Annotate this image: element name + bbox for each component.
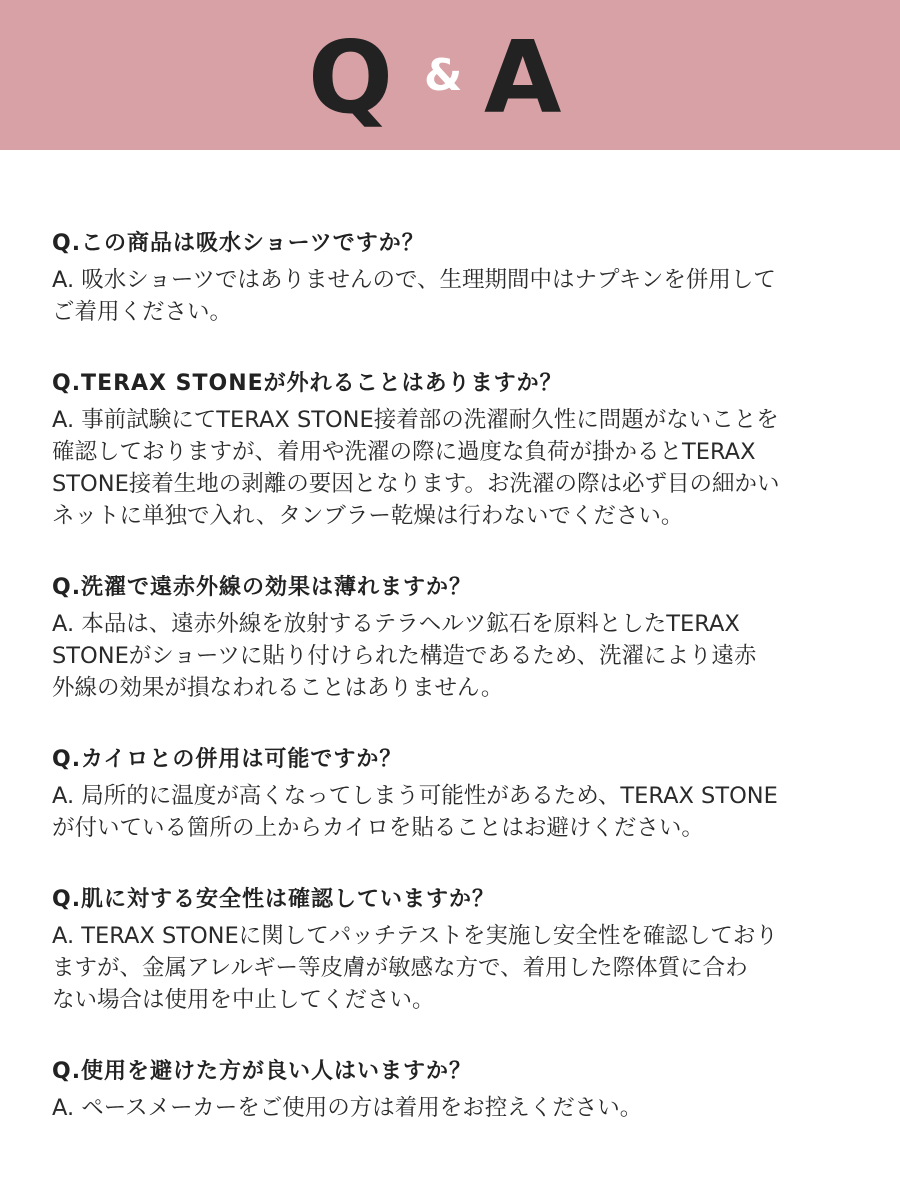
answer — [52, 780, 862, 844]
answer-line: 確認しておりますが、着用や洗濯の際に過度な負荷が掛かるとTERAX — [52, 439, 756, 465]
answer — [52, 404, 862, 532]
header-a-letter: A — [484, 19, 562, 136]
answer-line: A. 局所的に温度が高くなってしまう可能性があるため、TERAX STONE — [52, 783, 778, 809]
answer-line: ますが、金属アレルギー等皮膚が敏感な方で、着用した際体質に合わ — [52, 955, 748, 981]
answer — [52, 920, 862, 1016]
header-banner — [0, 0, 900, 150]
answer-line: A. 吸水ショーツではありませんので、生理期間中はナプキンを併用して — [52, 267, 776, 293]
header-q-letter: Q — [308, 19, 394, 136]
answer — [52, 608, 862, 704]
answer-line: A. 事前試験にてTERAX STONE接着部の洗濯耐久性に問題がないことを — [52, 407, 779, 433]
qa-item — [52, 1054, 862, 1124]
question: Q.使用を避けた方が良い人はいますか？ — [52, 1059, 473, 1084]
answer-line: ない場合は使用を中止してください。 — [52, 987, 435, 1013]
header-ampersand: & — [424, 50, 463, 101]
answer — [52, 264, 862, 328]
qa-item — [52, 226, 862, 328]
answer-line: STONEがショーツに貼り付けられた構造であるため、洗濯により遠赤 — [52, 643, 757, 669]
question: Q.肌に対する安全性は確認していますか？ — [52, 887, 496, 912]
question: Q.洗濯で遠赤外線の効果は薄れますか？ — [52, 575, 473, 600]
answer — [52, 1092, 862, 1124]
answer-line: 外線の効果が損なわれることはありません。 — [52, 675, 504, 701]
answer-line: ご着用ください。 — [52, 299, 233, 325]
answer-line: A. TERAX STONEに関してパッチテストを実施し安全性を確認しており — [52, 923, 778, 949]
qa-item — [52, 570, 862, 704]
answer-line: A. ペースメーカーをご使用の方は着用をお控えください。 — [52, 1095, 643, 1121]
answer-line: が付いている箇所の上からカイロを貼ることはお避けください。 — [52, 815, 704, 841]
qa-item — [52, 742, 862, 844]
answer-line: A. 本品は、遠赤外線を放射するテラヘルツ鉱石を原料としたTERAX — [52, 611, 740, 637]
question: Q.カイロとの併用は可能ですか？ — [52, 747, 403, 772]
qa-list — [52, 226, 862, 1124]
qa-item — [52, 366, 862, 532]
question: Q.TERAX STONEが外れることはありますか？ — [52, 371, 563, 396]
answer-line: STONE接着生地の剥離の要因となります。お洗濯の際は必ず目の細かい — [52, 471, 780, 497]
answer-line: ネットに単独で入れ、タンブラー乾燥は行わないでください。 — [52, 503, 684, 529]
question: Q.この商品は吸水ショーツですか？ — [52, 231, 425, 256]
qa-item — [52, 882, 862, 1016]
